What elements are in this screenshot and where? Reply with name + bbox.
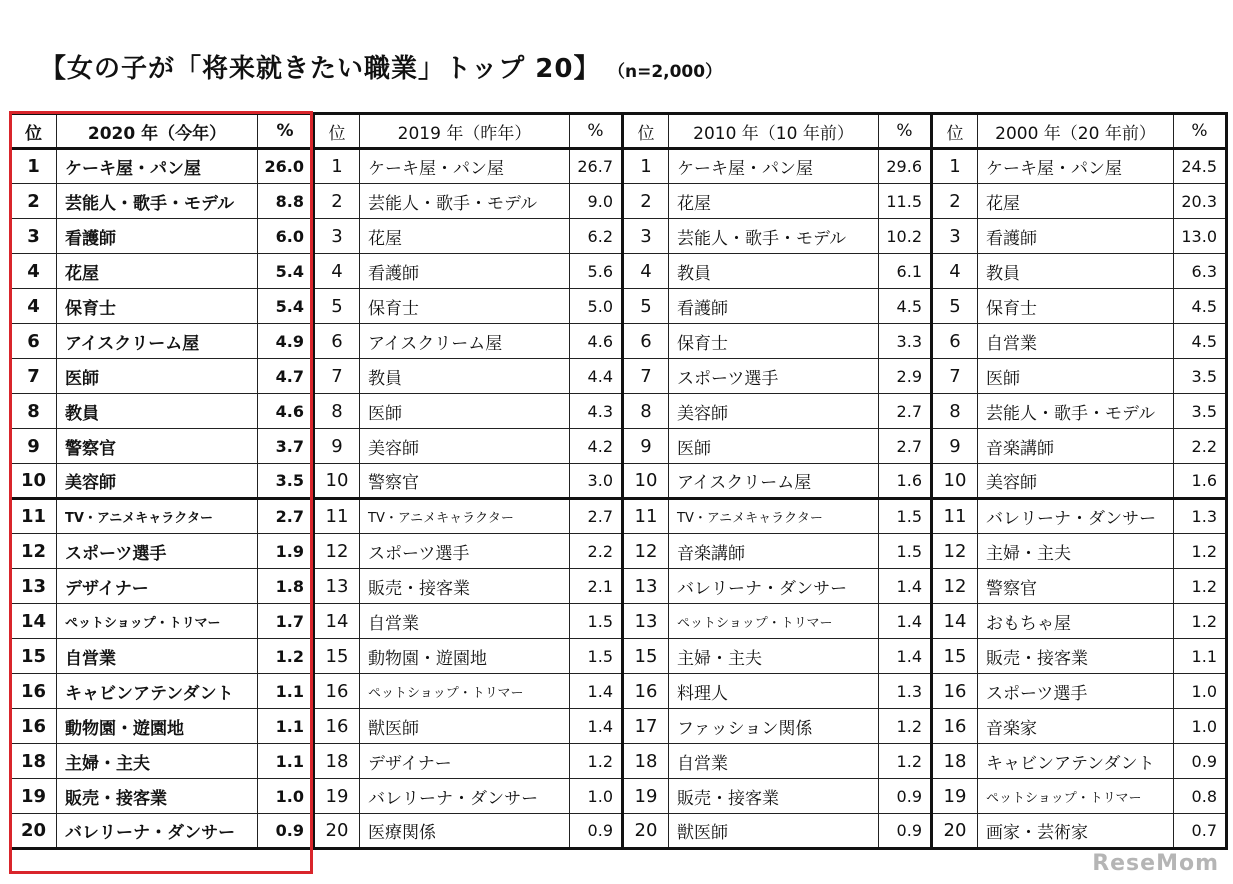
job-cell: 美容師 [978,464,1174,499]
rank-cell: 4 [314,254,360,289]
job-cell: 獣医師 [669,814,879,849]
rank-cell: 14 [314,604,360,639]
job-cell: 動物園・遊園地 [360,639,570,674]
job-cell: 教員 [360,359,570,394]
job-cell: 主婦・主夫 [669,639,879,674]
header-pos-g3: 位 [623,114,669,149]
percent-cell: 6.3 [1174,254,1227,289]
job-cell: 販売・接客業 [669,779,879,814]
table-row [11,394,1227,429]
percent-cell: 5.6 [570,254,623,289]
job-cell: 看護師 [57,219,258,254]
rank-cell: 2 [623,184,669,219]
rank-cell: 3 [932,219,978,254]
rank-cell: 19 [11,779,57,814]
job-cell: 自営業 [360,604,570,639]
sample-size: （n=2,000） [616,62,723,82]
percent-cell: 5.4 [258,254,314,289]
rank-cell: 3 [623,219,669,254]
table-row [11,254,1227,289]
job-cell: アイスクリーム屋 [360,324,570,359]
job-cell: ペットショップ・トリマー [57,604,258,639]
percent-cell: 1.1 [1174,639,1227,674]
table-row [11,359,1227,394]
header-pos-g2: 位 [314,114,360,149]
percent-cell: 24.5 [1174,149,1227,184]
rank-cell: 12 [314,534,360,569]
title-text: 【女の子が「将来就きたい職業」トップ 20】 [40,54,601,84]
table-row [11,499,1227,534]
rank-cell: 14 [932,604,978,639]
job-cell: 主婦・主夫 [978,534,1174,569]
job-cell: TV・アニメキャラクター [57,499,258,534]
job-cell: 芸能人・歌手・モデル [360,184,570,219]
job-cell: 美容師 [669,394,879,429]
job-cell: 医療関係 [360,814,570,849]
rank-cell: 20 [623,814,669,849]
job-cell: 自営業 [57,639,258,674]
job-cell: 音楽家 [978,709,1174,744]
percent-cell: 4.7 [258,359,314,394]
rank-cell: 17 [623,709,669,744]
rank-cell: 18 [932,744,978,779]
rank-cell: 18 [623,744,669,779]
table-row [11,219,1227,254]
rank-cell: 14 [11,604,57,639]
rank-cell: 9 [11,429,57,464]
rank-cell: 6 [623,324,669,359]
rank-cell: 1 [11,149,57,184]
header-job-g2: 2019 年（昨年） [360,114,570,149]
table-row [11,429,1227,464]
job-cell: キャビンアテンダント [57,674,258,709]
job-cell: 警察官 [57,429,258,464]
job-cell: 獣医師 [360,709,570,744]
job-cell: スポーツ選手 [978,674,1174,709]
percent-cell: 0.9 [879,814,932,849]
job-cell: バレリーナ・ダンサー [669,569,879,604]
percent-cell: 1.1 [258,744,314,779]
job-cell: 警察官 [360,464,570,499]
rank-cell: 8 [932,394,978,429]
percent-cell: 0.9 [1174,744,1227,779]
percent-cell: 1.2 [258,639,314,674]
percent-cell: 9.0 [570,184,623,219]
percent-cell: 1.0 [570,779,623,814]
job-cell: 自営業 [669,744,879,779]
percent-cell: 1.0 [1174,709,1227,744]
job-cell: ケーキ屋・パン屋 [978,149,1174,184]
ranking-table [10,112,1228,850]
rank-cell: 5 [314,289,360,324]
header-pos-g1: 位 [11,114,57,149]
rank-cell: 12 [932,569,978,604]
header-pct-g4: % [1174,114,1227,149]
table-row [11,639,1227,674]
job-cell: 医師 [57,359,258,394]
job-cell: 自営業 [978,324,1174,359]
percent-cell: 1.5 [879,499,932,534]
job-cell: 看護師 [669,289,879,324]
table-row [11,744,1227,779]
job-cell: 美容師 [57,464,258,499]
rank-cell: 6 [11,324,57,359]
rank-cell: 12 [11,534,57,569]
rank-cell: 2 [932,184,978,219]
rank-cell: 18 [314,744,360,779]
job-cell: TV・アニメキャラクター [360,499,570,534]
rank-cell: 7 [11,359,57,394]
percent-cell: 3.3 [879,324,932,359]
rank-cell: 10 [623,464,669,499]
job-cell: キャビンアテンダント [978,744,1174,779]
rank-cell: 20 [314,814,360,849]
job-cell: 芸能人・歌手・モデル [978,394,1174,429]
job-cell: スポーツ選手 [669,359,879,394]
percent-cell: 1.2 [1174,534,1227,569]
percent-cell: 1.9 [258,534,314,569]
rank-cell: 15 [623,639,669,674]
job-cell: 医師 [669,429,879,464]
percent-cell: 2.7 [570,499,623,534]
table-header [11,114,1227,149]
rank-cell: 11 [314,499,360,534]
table-row [11,674,1227,709]
job-cell: ペットショップ・トリマー [669,604,879,639]
table-body [11,149,1227,849]
watermark-logo: ReseMom [1092,851,1219,876]
job-cell: 音楽講師 [978,429,1174,464]
rank-cell: 4 [623,254,669,289]
percent-cell: 1.1 [258,674,314,709]
rank-cell: 9 [314,429,360,464]
job-cell: 芸能人・歌手・モデル [669,219,879,254]
rank-cell: 1 [932,149,978,184]
rank-cell: 10 [932,464,978,499]
percent-cell: 1.6 [879,464,932,499]
rank-cell: 7 [932,359,978,394]
rank-cell: 13 [623,604,669,639]
table-row [11,289,1227,324]
rank-cell: 16 [932,674,978,709]
percent-cell: 2.7 [879,394,932,429]
rank-cell: 19 [314,779,360,814]
percent-cell: 0.8 [1174,779,1227,814]
rank-cell: 16 [11,674,57,709]
percent-cell: 1.2 [570,744,623,779]
percent-cell: 1.5 [879,534,932,569]
rank-cell: 13 [623,569,669,604]
percent-cell: 4.9 [258,324,314,359]
percent-cell: 3.7 [258,429,314,464]
rank-cell: 11 [623,499,669,534]
job-cell: バレリーナ・ダンサー [360,779,570,814]
percent-cell: 6.1 [879,254,932,289]
job-cell: バレリーナ・ダンサー [57,814,258,849]
percent-cell: 1.7 [258,604,314,639]
percent-cell: 1.4 [570,709,623,744]
rank-cell: 16 [11,709,57,744]
percent-cell: 1.4 [879,604,932,639]
rank-cell: 7 [623,359,669,394]
rank-cell: 16 [314,674,360,709]
job-cell: 料理人 [669,674,879,709]
percent-cell: 0.9 [258,814,314,849]
percent-cell: 4.3 [570,394,623,429]
header-job-g1: 2020 年（今年） [57,114,258,149]
table-row [11,149,1227,184]
rank-cell: 15 [11,639,57,674]
percent-cell: 1.4 [570,674,623,709]
rank-cell: 8 [11,394,57,429]
percent-cell: 5.0 [570,289,623,324]
percent-cell: 0.9 [570,814,623,849]
job-cell: ケーキ屋・パン屋 [57,149,258,184]
percent-cell: 0.7 [1174,814,1227,849]
page-title [40,48,722,88]
rank-cell: 13 [11,569,57,604]
rank-cell: 16 [932,709,978,744]
percent-cell: 1.0 [1174,674,1227,709]
table-row [11,814,1227,849]
job-cell: 画家・芸術家 [978,814,1174,849]
header-pct-g2: % [570,114,623,149]
percent-cell: 4.5 [1174,324,1227,359]
percent-cell: 8.8 [258,184,314,219]
header-pct-g3: % [879,114,932,149]
rank-cell: 3 [314,219,360,254]
job-cell: 主婦・主夫 [57,744,258,779]
percent-cell: 26.0 [258,149,314,184]
job-cell: 教員 [57,394,258,429]
percent-cell: 4.2 [570,429,623,464]
rank-cell: 15 [932,639,978,674]
percent-cell: 1.4 [879,639,932,674]
rank-cell: 18 [11,744,57,779]
percent-cell: 4.6 [258,394,314,429]
percent-cell: 2.2 [570,534,623,569]
percent-cell: 3.5 [1174,394,1227,429]
rank-cell: 7 [314,359,360,394]
job-cell: 医師 [978,359,1174,394]
header-job-g4: 2000 年（20 年前） [978,114,1174,149]
percent-cell: 11.5 [879,184,932,219]
percent-cell: 6.0 [258,219,314,254]
percent-cell: 1.3 [879,674,932,709]
rank-cell: 5 [623,289,669,324]
table-row [11,604,1227,639]
percent-cell: 2.2 [1174,429,1227,464]
percent-cell: 1.3 [1174,499,1227,534]
rank-cell: 6 [314,324,360,359]
job-cell: ファッション関係 [669,709,879,744]
job-cell: 販売・接客業 [360,569,570,604]
job-cell: 販売・接客業 [57,779,258,814]
job-cell: 看護師 [360,254,570,289]
percent-cell: 2.1 [570,569,623,604]
job-cell: 保育士 [57,289,258,324]
job-cell: ケーキ屋・パン屋 [669,149,879,184]
job-cell: ペットショップ・トリマー [360,674,570,709]
percent-cell: 20.3 [1174,184,1227,219]
rank-cell: 6 [932,324,978,359]
rank-cell: 11 [932,499,978,534]
job-cell: 動物園・遊園地 [57,709,258,744]
percent-cell: 1.5 [570,639,623,674]
job-cell: 看護師 [978,219,1174,254]
percent-cell: 4.5 [1174,289,1227,324]
table-row [11,569,1227,604]
rank-cell: 10 [11,464,57,499]
rank-cell: 4 [11,254,57,289]
rank-cell: 12 [623,534,669,569]
job-cell: 花屋 [360,219,570,254]
rank-cell: 15 [314,639,360,674]
percent-cell: 4.6 [570,324,623,359]
table-row [11,184,1227,219]
percent-cell: 1.2 [879,709,932,744]
rank-cell: 20 [11,814,57,849]
rank-cell: 13 [314,569,360,604]
percent-cell: 1.4 [879,569,932,604]
rank-cell: 10 [314,464,360,499]
job-cell: スポーツ選手 [57,534,258,569]
percent-cell: 1.2 [1174,569,1227,604]
rank-cell: 5 [932,289,978,324]
rank-cell: 19 [932,779,978,814]
job-cell: 警察官 [978,569,1174,604]
header-pos-g4: 位 [932,114,978,149]
job-cell: 花屋 [669,184,879,219]
job-cell: 花屋 [57,254,258,289]
header-job-g3: 2010 年（10 年前） [669,114,879,149]
job-cell: おもちゃ屋 [978,604,1174,639]
percent-cell: 4.5 [879,289,932,324]
percent-cell: 1.8 [258,569,314,604]
job-cell: 芸能人・歌手・モデル [57,184,258,219]
rank-cell: 9 [623,429,669,464]
job-cell: デザイナー [360,744,570,779]
job-cell: スポーツ選手 [360,534,570,569]
rank-cell: 4 [932,254,978,289]
header-pct-g1: % [258,114,314,149]
rank-cell: 2 [11,184,57,219]
percent-cell: 10.2 [879,219,932,254]
rank-cell: 16 [623,674,669,709]
rank-cell: 8 [314,394,360,429]
job-cell: 教員 [978,254,1174,289]
job-cell: デザイナー [57,569,258,604]
table-row [11,779,1227,814]
job-cell: ペットショップ・トリマー [978,779,1174,814]
rank-cell: 11 [11,499,57,534]
job-cell: バレリーナ・ダンサー [978,499,1174,534]
percent-cell: 0.9 [879,779,932,814]
rank-cell: 20 [932,814,978,849]
job-cell: 教員 [669,254,879,289]
percent-cell: 29.6 [879,149,932,184]
rank-cell: 2 [314,184,360,219]
rank-cell: 12 [932,534,978,569]
rank-cell: 3 [11,219,57,254]
job-cell: 保育士 [669,324,879,359]
job-cell: 美容師 [360,429,570,464]
percent-cell: 3.5 [1174,359,1227,394]
rank-cell: 8 [623,394,669,429]
job-cell: 保育士 [360,289,570,324]
percent-cell: 1.5 [570,604,623,639]
percent-cell: 6.2 [570,219,623,254]
job-cell: アイスクリーム屋 [669,464,879,499]
percent-cell: 13.0 [1174,219,1227,254]
rank-cell: 1 [314,149,360,184]
rank-cell: 19 [623,779,669,814]
percent-cell: 4.4 [570,359,623,394]
percent-cell: 2.9 [879,359,932,394]
percent-cell: 3.0 [570,464,623,499]
percent-cell: 1.2 [1174,604,1227,639]
percent-cell: 1.1 [258,709,314,744]
percent-cell: 2.7 [258,499,314,534]
job-cell: 医師 [360,394,570,429]
rank-cell: 1 [623,149,669,184]
table-row [11,464,1227,499]
percent-cell: 5.4 [258,289,314,324]
percent-cell: 1.6 [1174,464,1227,499]
percent-cell: 2.7 [879,429,932,464]
percent-cell: 3.5 [258,464,314,499]
percent-cell: 1.2 [879,744,932,779]
job-cell: 販売・接客業 [978,639,1174,674]
percent-cell: 1.0 [258,779,314,814]
table-row [11,324,1227,359]
percent-cell: 26.7 [570,149,623,184]
rank-cell: 4 [11,289,57,324]
job-cell: 保育士 [978,289,1174,324]
job-cell: アイスクリーム屋 [57,324,258,359]
job-cell: 花屋 [978,184,1174,219]
job-cell: ケーキ屋・パン屋 [360,149,570,184]
job-cell: 音楽講師 [669,534,879,569]
rank-cell: 9 [932,429,978,464]
rank-cell: 16 [314,709,360,744]
table-row [11,709,1227,744]
job-cell: TV・アニメキャラクター [669,499,879,534]
table-row [11,534,1227,569]
